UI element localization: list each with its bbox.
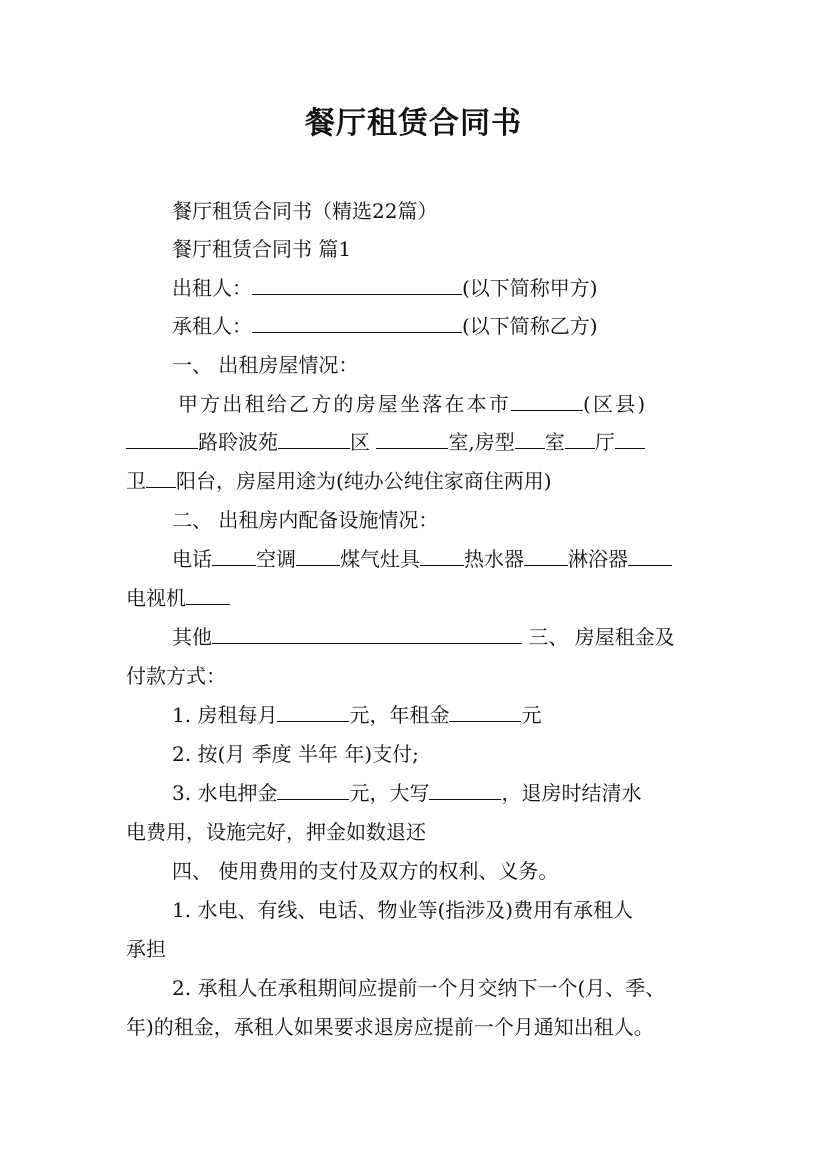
blank-field	[565, 428, 595, 449]
text: 电话	[172, 547, 212, 571]
paragraph-line	[126, 933, 166, 965]
blank-field	[212, 623, 522, 644]
text: 元	[521, 703, 542, 727]
subtitle-line	[172, 195, 437, 227]
text: 区	[350, 430, 377, 454]
paragraph-line	[172, 621, 675, 653]
blank-field	[296, 545, 340, 566]
text: 出租人：	[172, 276, 252, 300]
blank-field	[146, 467, 176, 488]
text: 二、 出租房内配备设施情况：	[172, 508, 439, 532]
blank-field	[628, 545, 672, 566]
paragraph-line	[172, 894, 633, 926]
paragraph-line	[126, 660, 226, 692]
text: 煤气灶具	[340, 547, 420, 571]
text: (以下简称乙方)	[462, 314, 598, 338]
blank-field	[511, 390, 583, 411]
blank-field	[429, 779, 501, 800]
paragraph-line	[172, 699, 541, 731]
text: 3. 水电押金	[172, 781, 278, 805]
blank-field	[515, 428, 545, 449]
paragraph-line	[172, 777, 641, 809]
clause-heading	[172, 504, 438, 536]
blank-field	[126, 428, 198, 449]
blank-field	[278, 428, 350, 449]
text: 空调	[256, 547, 296, 571]
text: 阳台，房屋用途为(纯办公纯住家商住两用)	[176, 469, 552, 493]
text: (区县)	[583, 392, 648, 416]
blank-field	[186, 584, 230, 605]
text: 1. 水电、有线、电话、物业等(指涉及)费用有承租人	[172, 898, 634, 922]
paragraph-line	[126, 816, 426, 848]
document-title: 餐厅租赁合同书	[305, 106, 522, 141]
lessee-line	[172, 310, 598, 342]
text: 2. 按(月 季度 半年 年)支付;	[172, 742, 419, 766]
text: (以下简称甲方)	[462, 276, 598, 300]
text: ，退房时结清水	[501, 781, 642, 805]
text: 元，大写	[349, 781, 430, 805]
blank-field	[615, 428, 645, 449]
blank-field	[277, 701, 349, 722]
text: 一、 出租房屋情况：	[172, 353, 359, 377]
text: 2. 承租人在承租期间应提前一个月交纳下一个(月、季、	[172, 976, 666, 1000]
blank-field	[449, 701, 521, 722]
text: 室	[544, 430, 565, 454]
paragraph-line	[126, 426, 645, 458]
text: 热水器	[464, 547, 524, 571]
blank-field	[212, 545, 256, 566]
text: 付款方式：	[126, 664, 226, 688]
text: 1. 房租每月	[172, 703, 278, 727]
blank-field	[252, 274, 462, 295]
clause-heading	[172, 349, 358, 381]
clause-heading	[172, 855, 558, 887]
paragraph-line	[126, 465, 552, 497]
text: 其他	[172, 625, 212, 649]
section-heading	[172, 233, 351, 265]
paragraph-line	[172, 972, 665, 1004]
text: 年)的租金，承租人如果要求退房应提前一个月通知出租人。	[126, 1015, 654, 1039]
text: 餐厅租赁合同书 篇1	[172, 237, 352, 261]
text: 卫	[126, 469, 146, 493]
blank-field	[252, 312, 462, 333]
text: 厅	[594, 430, 615, 454]
text: 承租人：	[172, 314, 252, 338]
blank-field	[524, 545, 568, 566]
text: 电视机	[126, 586, 186, 610]
paragraph-line	[178, 388, 647, 420]
text: 三、 房屋租金及	[522, 625, 675, 649]
text: 餐厅租赁合同书（精选22篇）	[172, 199, 438, 223]
blank-field	[376, 428, 448, 449]
text: 淋浴器	[568, 547, 628, 571]
lessor-line	[172, 272, 598, 304]
text: 元，年租金	[349, 703, 450, 727]
text: 承担	[126, 937, 166, 961]
paragraph-line	[172, 543, 672, 575]
text: 电费用，设施完好，押金如数退还	[126, 820, 426, 844]
text: 甲方出租给乙方的房屋坐落在本市	[178, 392, 511, 416]
paragraph-line	[126, 1011, 654, 1043]
text: 路聆波苑	[198, 430, 278, 454]
text: 室,房型	[448, 430, 515, 454]
paragraph-line	[126, 582, 230, 614]
blank-field	[277, 779, 349, 800]
text: 四、 使用费用的支付及双方的权利、义务。	[172, 859, 559, 883]
paragraph-line	[172, 738, 419, 770]
blank-field	[420, 545, 464, 566]
